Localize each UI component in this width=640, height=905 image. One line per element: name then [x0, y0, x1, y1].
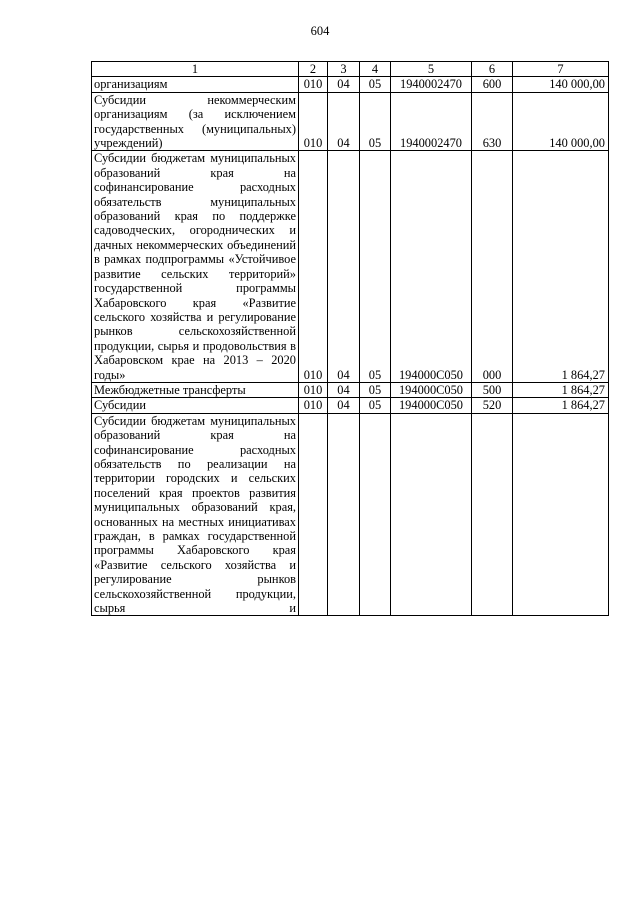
- header-cell: 5: [391, 62, 472, 77]
- header-cell: 4: [360, 62, 391, 77]
- budget-table: [91, 61, 609, 616]
- row-ministry-code: 010: [299, 77, 328, 92]
- row-name: организациям: [92, 77, 299, 92]
- row-subsection: 05: [360, 151, 391, 383]
- row-section: 04: [328, 398, 360, 413]
- header-cell: 3: [328, 62, 360, 77]
- row-section: 04: [328, 382, 360, 397]
- row-ministry-code: 010: [299, 151, 328, 383]
- row-amount: 140 000,00: [513, 77, 609, 92]
- row-ministry-code: 010: [299, 398, 328, 413]
- row-name: Субсидии бюджетам муниципальных образований края на софинансирование расходных обязательств по реализации на территории городских и сельских поселений края проектов развития муниципальных образований края, основанных на местных инициативах граждан, в рамках государственной программы Хабаровского края «Развитие сельского хозяйства и регулирование рынков сельскохозяйственной продукции, сырья и: [92, 413, 299, 616]
- row-target-article: 194000С050: [391, 151, 472, 383]
- row-amount: [513, 413, 609, 616]
- table-header-row: [92, 62, 609, 77]
- row-amount: 1 864,27: [513, 382, 609, 397]
- row-expense-type: [472, 413, 513, 616]
- row-name: Межбюджетные трансферты: [92, 382, 299, 397]
- row-ministry-code: 010: [299, 92, 328, 151]
- row-target-article: 194000С050: [391, 382, 472, 397]
- row-target-article: [391, 413, 472, 616]
- row-expense-type: 000: [472, 151, 513, 383]
- table-row: [92, 413, 609, 616]
- header-cell: 6: [472, 62, 513, 77]
- row-section: 04: [328, 77, 360, 92]
- table-row: [92, 398, 609, 413]
- row-subsection: 05: [360, 398, 391, 413]
- row-section: [328, 413, 360, 616]
- header-cell: 7: [513, 62, 609, 77]
- page-number: 604: [310, 24, 330, 38]
- row-amount: 1 864,27: [513, 151, 609, 383]
- row-expense-type: 500: [472, 382, 513, 397]
- row-expense-type: 630: [472, 92, 513, 151]
- row-section: 04: [328, 92, 360, 151]
- row-ministry-code: [299, 413, 328, 616]
- row-subsection: 05: [360, 382, 391, 397]
- row-expense-type: 520: [472, 398, 513, 413]
- row-target-article: 1940002470: [391, 92, 472, 151]
- table-row: [92, 382, 609, 397]
- row-subsection: 05: [360, 77, 391, 92]
- row-expense-type: 600: [472, 77, 513, 92]
- row-amount: 140 000,00: [513, 92, 609, 151]
- table-row: [92, 92, 609, 151]
- row-subsection: 05: [360, 92, 391, 151]
- row-name: Субсидии: [92, 398, 299, 413]
- header-cell: 1: [92, 62, 299, 77]
- header-cell: 2: [299, 62, 328, 77]
- row-subsection: [360, 413, 391, 616]
- row-ministry-code: 010: [299, 382, 328, 397]
- row-name: Субсидии некоммерческим организациям (за исключением государственных (муниципальных) учреждений): [92, 92, 299, 151]
- row-target-article: 1940002470: [391, 77, 472, 92]
- row-amount: 1 864,27: [513, 398, 609, 413]
- row-name: Субсидии бюджетам муниципальных образований края на софинансирование расходных обязательств муниципальных образований края по поддержке садоводческих, огороднических и дачных некоммерческих объединений в рамках подпрограммы «Устойчивое развитие сельских территорий» государственной программы Хабаровского края «Развитие сельского хозяйства и регулирование рынков сельскохозяйственной продукции, сырья и продовольствия в Хабаровском крае на 2013 – 2020 годы»: [92, 151, 299, 383]
- table-row: [92, 77, 609, 92]
- row-target-article: 194000С050: [391, 398, 472, 413]
- table-row: [92, 151, 609, 383]
- row-section: 04: [328, 151, 360, 383]
